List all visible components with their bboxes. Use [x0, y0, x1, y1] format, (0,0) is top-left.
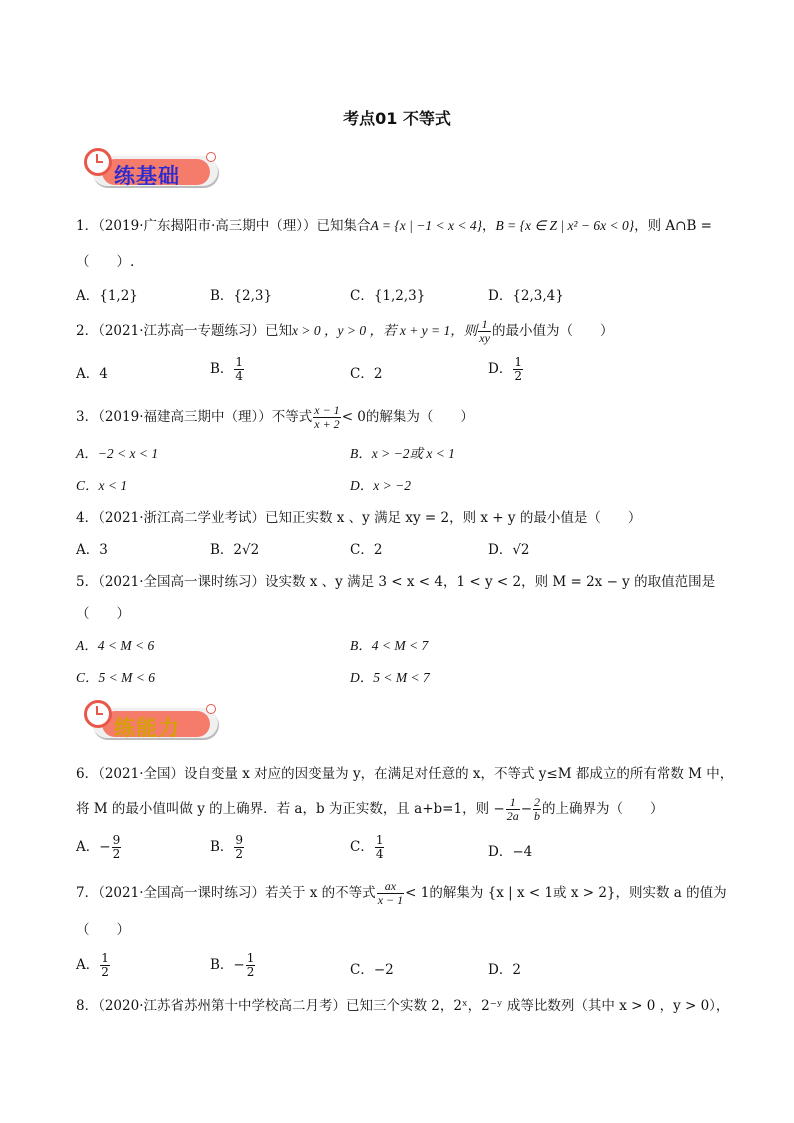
section-label: 练能力 [114, 716, 180, 740]
q1-blank: （ ）. [76, 254, 135, 270]
frac-num: 1 [514, 355, 522, 369]
frac-den: 2 [514, 369, 522, 383]
q3-stem: 3．（2019·福建高三期中（理））不等式 [76, 409, 313, 425]
q2-option-b [210, 356, 245, 383]
q1-option-d: D．{2,3,4} [488, 288, 564, 304]
q6-line2-tail: 的上确界为（ ） [542, 801, 664, 817]
question-1 [76, 214, 712, 234]
q6-line2-pre: 将 M 的最小值叫做 y 的上确界．若 a，b 为正实数，且 a+b=1，则 − [76, 801, 505, 817]
q4-option-d: D．√2 [488, 542, 530, 558]
q6-fraction-2 [533, 796, 541, 823]
q5-option-c: C．5 < M < 6 [76, 670, 155, 685]
q2-frac-den: xy [479, 331, 490, 345]
q3-fraction [313, 404, 340, 431]
frac-den: 2 [246, 965, 255, 979]
q7-option-b-label: B．− [210, 957, 245, 973]
clock-icon [84, 700, 112, 728]
question-7 [76, 880, 727, 907]
frac-den: b [534, 809, 540, 823]
q7-option-b-fraction [246, 952, 256, 979]
q6-option-c-fraction [375, 834, 385, 861]
frac-num: 1 [506, 796, 520, 810]
q3-option-b: B．x > −2或 x < 1 [350, 446, 455, 461]
q6-option-b-label: B． [210, 839, 234, 855]
frac-num: 1 [246, 951, 255, 965]
q2-cond: x > 0 ，y > 0 ，若 x + y = 1，则 [292, 323, 478, 338]
q2-option-d [488, 356, 524, 383]
question-3 [76, 404, 474, 431]
q4-option-c: C．2 [350, 542, 383, 558]
q7-mid: < 1的解集为 {x | x < 1或 x > 2}，则实数 a 的值为 [405, 885, 727, 901]
q3-option-a: A．−2 < x < 1 [76, 446, 159, 461]
q7-option-a-fraction [100, 952, 110, 979]
q1-ask: ，则 A∩B = [634, 218, 712, 234]
q6-option-a [76, 834, 122, 861]
frac-den: 2 [235, 847, 244, 861]
question-8: 8．（2020·江苏省苏州第十中学校高二月考）已知三个实数 2，2ˣ，2⁻ʸ 成等比数列（其中 x > 0 ，y > 0）， [76, 998, 730, 1014]
q6-option-d: D．−4 [488, 844, 533, 860]
dot-icon [206, 152, 216, 162]
q7-option-b [210, 952, 256, 979]
q1-set-a: A = {x | −1 < x < 4} [370, 218, 482, 233]
q1-option-c: C．{1,2,3} [350, 288, 426, 304]
frac-num: 2 [534, 795, 540, 809]
frac-den: x − 1 [377, 893, 404, 907]
q2-option-c: C．2 [350, 366, 383, 382]
q6-option-c [350, 834, 385, 861]
question-4: 4．（2021·浙江高二学业考试）已知正实数 x 、y 满足 xy = 2，则 x + y 的最小值是（ ） [76, 510, 642, 526]
q6-option-b-fraction [234, 834, 244, 861]
q6-minus: − [520, 801, 532, 817]
question-6-line-2 [76, 796, 664, 823]
q6-fraction-1 [506, 796, 520, 823]
frac-num: 9 [235, 833, 244, 847]
q1-option-a: A．{1,2} [76, 288, 138, 304]
frac-num: 1 [375, 833, 384, 847]
frac-num: 9 [112, 833, 121, 847]
frac-num: 1 [101, 951, 109, 965]
q6-option-a-fraction [112, 834, 122, 861]
q5-option-b: B．4 < M < 7 [350, 638, 429, 653]
q5-option-a: A．4 < M < 6 [76, 638, 155, 653]
q6-option-c-label: C． [350, 839, 374, 855]
q1-sep: ， [481, 218, 496, 234]
q7-option-a-label: A． [76, 957, 100, 973]
q2-fraction [478, 318, 491, 345]
q2-stem: 2．（2021·江苏高一专题练习）已知 [76, 323, 292, 339]
frac-den: 4 [235, 369, 244, 383]
q3-tail: < 0的解集为（ ） [341, 409, 474, 425]
q7-stem: 7．（2021·全国高一课时练习）若关于 x 的不等式 [76, 885, 376, 901]
dot-icon [206, 704, 216, 714]
q5-option-d: D．5 < M < 7 [350, 670, 430, 685]
q5-blank: （ ） [76, 606, 130, 622]
q6-option-a-label: A．− [76, 839, 111, 855]
q1-option-b: B．{2,3} [210, 288, 273, 304]
q1-stem: 1．（2019·广东揭阳市·高三期中（理））已知集合 [76, 218, 371, 234]
question-2 [76, 318, 613, 345]
frac-num: x − 1 [314, 403, 340, 417]
question-5: 5．（2021·全国高一课时练习）设实数 x 、y 满足 3 < x < 4，1 < y < 2，则 M = 2x − y 的取值范围是 [76, 574, 716, 590]
q4-option-b: B．2√2 [210, 542, 260, 558]
section-badge-basic [84, 148, 224, 188]
q7-blank: （ ） [76, 922, 130, 938]
frac-den: 2 [101, 965, 109, 979]
page-title: 考点01 不等式 [343, 109, 451, 128]
q2-option-b-fraction [234, 356, 244, 383]
q2-option-a: A．4 [76, 366, 108, 382]
clock-icon [84, 148, 112, 176]
q1-set-b: B = {x ∈ Z | x² − 6x < 0} [495, 218, 635, 233]
frac-num: ax [377, 880, 404, 894]
q2-frac-num: 1 [478, 318, 491, 332]
frac-den: 4 [375, 847, 384, 861]
q7-option-d: D．2 [488, 962, 521, 978]
section-badge-ability [84, 700, 224, 740]
q2-option-d-label: D． [488, 361, 513, 377]
q3-option-d: D．x > −2 [350, 478, 411, 493]
q3-option-c: C．x < 1 [76, 478, 128, 493]
q7-fraction [377, 880, 404, 907]
frac-den: x + 2 [314, 417, 340, 431]
question-6-line-1: 6．（2021·全国）设自变量 x 对应的因变量为 y，在满足对任意的 x，不等式 y≤M 都成立的所有常数 M 中， [76, 766, 734, 782]
frac-den: 2a [506, 809, 519, 823]
section-label: 练基础 [114, 164, 180, 188]
q7-option-c: C．−2 [350, 962, 394, 978]
frac-den: 2 [112, 847, 121, 861]
q2-option-b-label: B． [210, 361, 234, 377]
q6-option-b [210, 834, 245, 861]
q2-tail: 的最小值为（ ） [491, 323, 614, 339]
frac-num: 1 [235, 355, 244, 369]
q2-option-d-fraction [513, 356, 523, 383]
q7-option-a [76, 952, 111, 979]
q4-option-a: A．3 [76, 542, 108, 558]
